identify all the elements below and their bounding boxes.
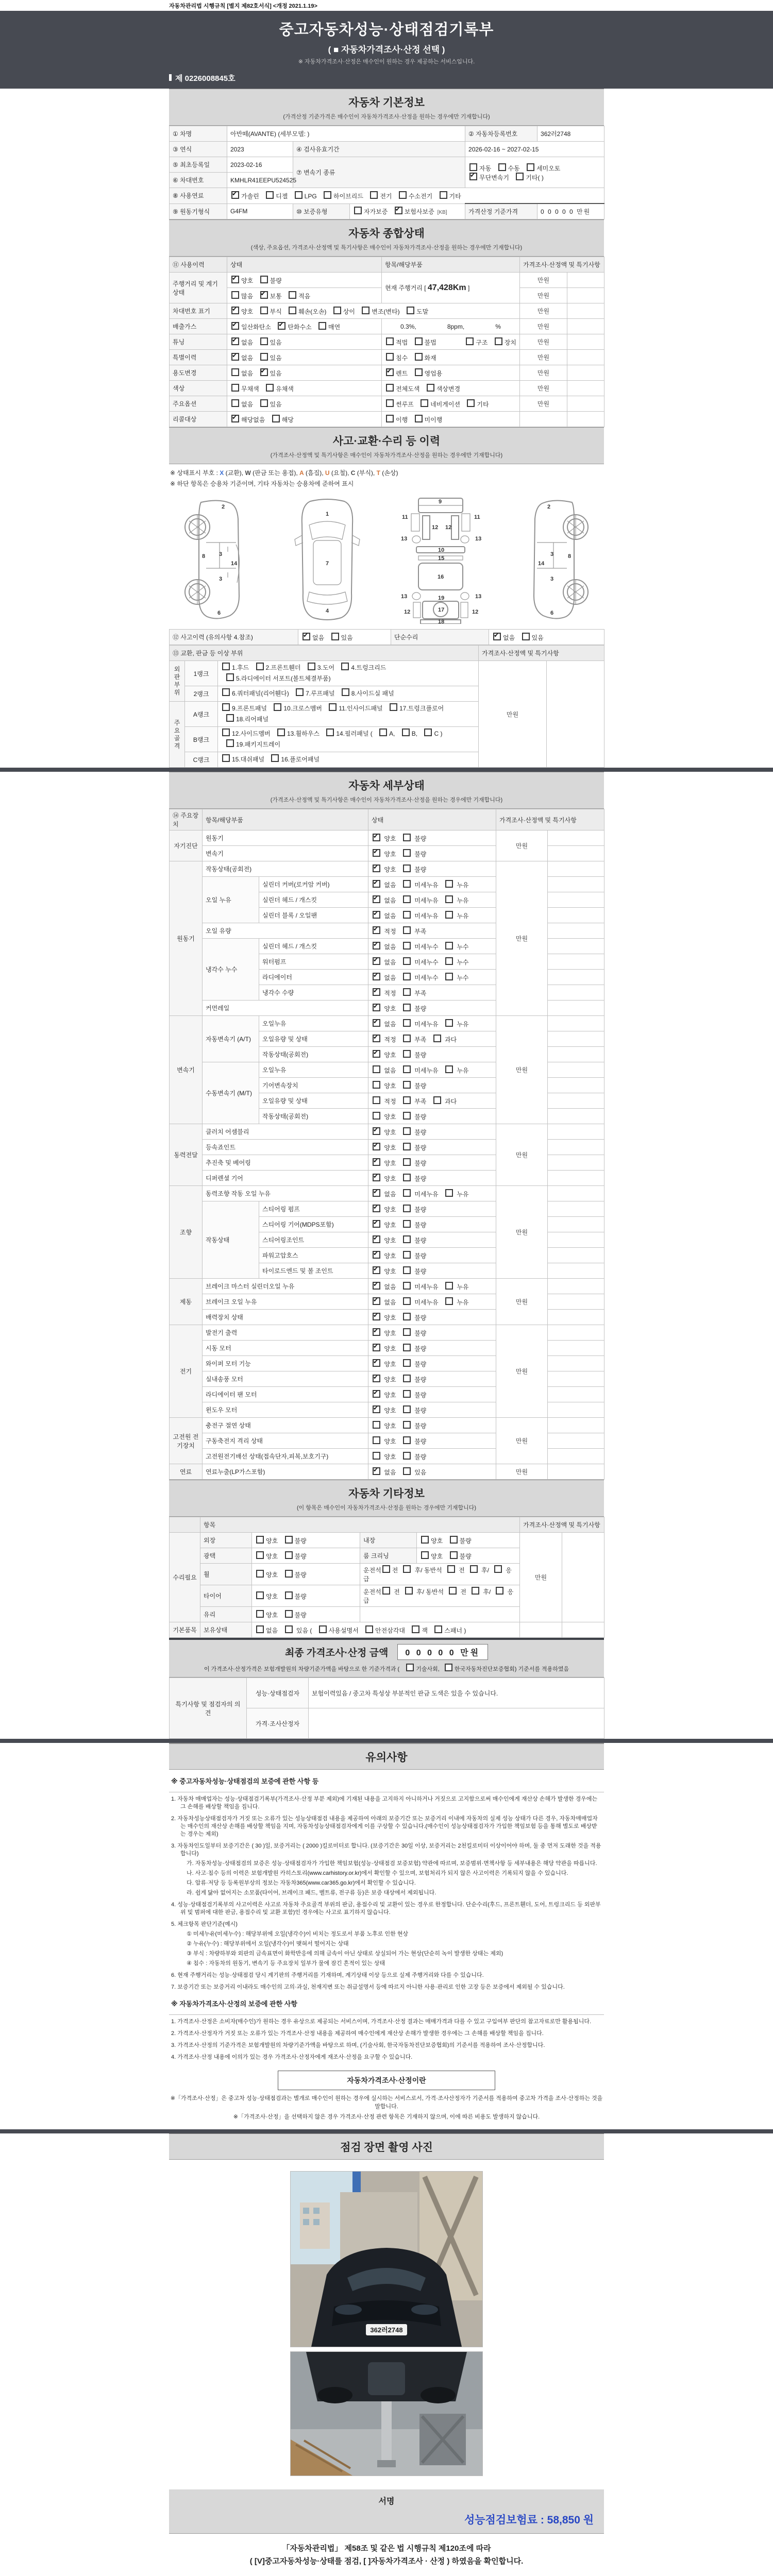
car-diagram-left-side [170,495,268,624]
vin-value: KMHLR41EEPU524525 [227,173,293,188]
notices-group1-title: ※ 중고자동차성능·상태점검의 보증에 관한 사항 등 [169,1770,604,1792]
inspection-photos [169,2160,604,2489]
svg-text:13: 13 [475,536,482,542]
table-row: 휠 양호 불량 운전석 전 후/ 동반석 전 후/ 응급 [170,1564,604,1585]
car-panel-diagrams [169,491,604,629]
table-row: 시동 모터 ✔ 양호 불량 [170,1341,604,1356]
simple-repair-checkboxes: ✔ 없음 있음 [489,630,604,645]
accident-title: 사고·교환·수리 등 이력 [332,435,441,447]
first-reg-value: 2023-02-16 [227,157,293,173]
inspector-comment: 보험이력있음 / 중고차 특성상 부분적인 판금 도색은 있을 수 있습니다. [309,1678,604,1708]
svg-text:6: 6 [550,610,554,616]
accident-subtitle: (가격조사·산정액 및 특기사항은 매수인이 자동차가격조사·산정을 원하는 경우에만 기재합니다) [270,452,503,459]
svg-text:13: 13 [401,594,408,600]
table-row: 변속기 자동변속기 (A/T) 오일누유 ✔ 없음 미세누유 누유 만원 [170,1016,604,1031]
notice-subitem: ③ 부식 : 차량하부와 외판의 금속표면이 화학반응에 의해 금속이 아닌 상태로 상실되어 가는 현상(단순히 녹이 발생한 상태는 제외) [187,1951,503,1957]
section-divider [0,768,773,772]
car-name-label: ① 차명 [170,126,227,142]
table-row [170,126,604,142]
simple-repair-label: 단순수리 [391,630,489,645]
svg-text:19: 19 [438,595,445,601]
basic-subtitle: (가격산정 기준가격은 매수인이 자동차가격조사·산정을 원하는 경우에만 기재합니다) [283,114,490,120]
svg-text:362러2748: 362러2748 [370,2326,403,2334]
table-row [170,188,604,204]
appraiser-comment [309,1708,604,1739]
warranty-provider: [KB] [437,210,447,216]
svg-text:12: 12 [472,609,479,615]
notices-group2-list [169,2015,604,2062]
section-other-info-title [169,1480,604,1517]
svg-text:2: 2 [222,504,225,510]
section-basic-info-title [169,89,604,126]
accident-history-label: ⑫ 사고이력 (유의사항 4.참조) [170,630,298,645]
year-label: ③ 연식 [170,142,227,157]
table-header-row [170,1517,604,1533]
svg-text:3: 3 [219,576,223,582]
table-row: 스티어링조인트 ✔ 양호 불량 [170,1232,604,1248]
fuel-checkboxes: ✔ 가솔린 디젤 LPG 하이브리드 전기 수소전기 기타 [227,188,604,204]
usage-history-header: ⑪ 사용이력 [170,257,227,273]
notice-item: 4. 가격조사·산정 내용에 이의가 있는 경우 가격조사·산정자에게 재조사·산정을 요구할 수 있습니다. [171,2054,413,2060]
law-reference-line: 자동차관리법 시행규칙 [별지 제82호서식] <개정 2021.1.19> [169,3,317,9]
reg-no-label: ② 자동차등록번호 [465,126,537,142]
state-mark-legend [169,464,604,491]
table-row: 배력장치 상태 ✔ 양호 불량 [170,1310,604,1325]
document-header [0,11,773,89]
table-row: 많음 ✔보통 적음 만원 [170,288,604,303]
notice-item: 3. 가격조사·산정의 기준가격은 보험개발원의 차량기준가액을 바탕으로 하며, (기술사회, 한국자동차진단보증협회)의 기준서를 적용하여 조사·산정합니다. [171,2042,545,2048]
table-row: 2랭크 6.쿼터패널(리어휀다) 7.루프패널 8.사이드실 패널 [170,686,604,702]
notices-title-band [169,1743,604,1770]
table-row: 실린더 헤드 / 개스킷 ✔ 없음 미세누유 누유 [170,892,604,908]
table-row: 전기 발전기 출력 ✔ 양호 불량 만원 [170,1325,604,1341]
svg-text:11: 11 [474,514,480,520]
table-row: 스티어링 기어(MDPS포함) ✔ 양호 불량 [170,1217,604,1232]
table-row: 튜닝 ✔ 없음 있음 적법 불법 구조 장치 만원 [170,334,604,350]
notice-subitem: 라. 쉽게 닳아 없어지는 소모품(타이어, 브레이크 패드, 벨트류, 전구류 등)은 보증 대상에서 제외됩니다. [187,1890,436,1896]
table-row: 원동기 작동상태(공회전) ✔ 양호 불량 만원 [170,861,604,877]
final-price-label: 최종 가격조사·산정 금액 [284,1648,389,1658]
first-reg-label: ⑤ 최초등록일 [170,157,227,173]
base-price-value: 0 0 0 0 0 만원 [537,204,604,219]
table-row: 기본품목 보유상태 없음 있음 ( 사용설명서 안전삼각대 잭 스패너 ) [170,1622,604,1638]
table-row: 용도변경 없음 ✔있음 ✔ 렌트 영업용 만원 [170,365,604,381]
table-row: 브레이크 오일 누유 ✔ 없음 미세누유 누유 [170,1294,604,1310]
car-diagram-top [278,495,376,624]
table-row: 기어변속장치 양호 불량 [170,1078,604,1093]
svg-text:6: 6 [217,610,221,616]
notice-item: 1. 자동차 매매업자는 성능·상태점검기록부(가격조사·산정 부분 제외)에 기재된 내용을 고지하지 아니하거나 거짓으로 고지함으로써 매수인에게 재산상 손해가 발생한 경우에는 그 손해를 배상할 책임을 집니다. [171,1796,598,1810]
vin-label: ⑥ 차대번호 [170,173,227,188]
table-row: 오일 누유 실린더 커버(로커암 커버) ✔ 없음 미세누유 누유 [170,877,604,892]
document-note: ※ 자동차가격조사·산정은 매수인이 원하는 경우 제공하는 서비스입니다. [298,59,475,65]
svg-text:8: 8 [568,553,572,560]
table-row: 자기진단 원동기 ✔ 양호 불량 만원 [170,831,604,846]
other-price-header: 가격조사·산정액 및 특기사항 [520,1517,604,1533]
svg-text:3: 3 [550,576,554,582]
final-price-band [169,1638,604,1677]
inspection-insurance-fee: 성능점검보험료 : 58,850 원 [464,2514,594,2526]
year-value: 2023 [227,142,293,157]
notice-subitem: 다. 압류·저당 등 등록원부상의 정보는 자동차365(www.car365.go.kr)에서 확인할 수 있습니다. [187,1880,416,1886]
table-row [170,1678,604,1708]
car-name-value: 아반떼(AVANTE) (세부모델: ) [227,126,465,142]
table-row: 유리 양호 불량 [170,1607,604,1622]
table-header-row [170,646,604,661]
definition-line: ※「가격조사·산정」은 중고차 성능·상태점검과는 별개로 매수인이 원하는 경우에 실시하는 서비스로서, 가격·조사산정자가 기준서를 적용하여 중고차 가격을 조사·산정하는 것을 말합니다. [170,2095,603,2110]
table-row: 수동변속기 (M/T) 오일누유 없음 미세누유 누유 [170,1062,604,1078]
table-row: 수리필요 외장 양호 불량 내장 양호 불량 만원 [170,1533,604,1548]
table-row: 등속죠인트 ✔ 양호 불량 [170,1140,604,1155]
confirmation-line-1: 「자동차관리법」 제58조 및 같은 법 시행규칙 제120조에 따라 [282,2544,491,2553]
table-row: 광택 양호 불량 룸 크리닝 양호 불량 [170,1548,604,1564]
table-row: 색상 무채색 유채색 전체도색 색상변경 만원 [170,381,604,396]
table-row: 배출가스 ✔ 일산화탄소 ✔탄화수소 매연 0.3%, 8ppm, % 만원 [170,319,604,334]
notice-item: 7. 보증기간 또는 보증거리 이내라도 매수인의 고의·과실, 천재지변 또는 취급설명서 등에 따르지 아니한 사용·관리로 인한 고장 등은 보증에서 제외될 수 있습니다. [171,1984,565,1990]
section-divider [0,1739,773,1743]
signature-band [169,2489,604,2534]
table-row: 연료 연료누출(LP가스포함) ✔ 없음 있음 만원 [170,1464,604,1480]
exchange-price-header: 가격조사·산정액 및 특기사항 [479,646,604,661]
svg-text:18: 18 [438,619,445,624]
notice-item: 2. 자동차성능상태점검자가 거짓 또는 오류가 있는 성능상태점검 내용을 제공하여 아래의 보증기간 또는 보증거리 이내에 자동차의 실제 성능 상태가 다른 경우, 자동차매매업자는 매수인의 재산상 손해를 배상할 책임을 지며, 자동차성능상태점검자에게 이를 구상할 수 있습니다.(매수인이 성능상태점검자가 가입한 책임보험 등을 통해 별도로 배상받는 경우는 제외) [171,1816,598,1837]
transmission-checkboxes: 자동 수동 세미오토 ✔무단변속기 기타( ) [465,157,604,188]
photo-section-title-band [169,2133,604,2160]
overall-state-table [169,257,604,427]
table-row: 작동상태(공회전) ✔ 양호 불량 [170,1047,604,1062]
table-row: 작동상태(공회전) 양호 불량 [170,1109,604,1124]
svg-text:3: 3 [219,551,223,557]
engine-type-value: G4FM [227,204,293,219]
exchange-panel-table [169,645,604,768]
other-col1-header [170,1517,200,1533]
table-row: 구동축전지 격리 상태 양호 불량 [170,1433,604,1449]
table-header-row [170,257,604,273]
table-row [170,157,604,173]
section-divider [0,2129,773,2133]
svg-text:15: 15 [438,555,445,562]
base-price-label: 가격산정 기준가격 [465,204,537,219]
notices-title: 유의사항 [365,1752,408,1764]
svg-text:13: 13 [401,536,408,542]
inspection-photo-underbody [290,2351,483,2476]
svg-text:3: 3 [550,551,554,557]
opinion-label: 특기사항 및 점검자의 의견 [170,1678,247,1739]
basic-info-table [169,126,604,219]
confirmation-line-2: ( [V]중고자동차성능·상태를 점검, [ ]자동차가격조사 · 산정 ) 하였음을 확인합니다. [249,2557,524,2566]
document-title: 중고자동차성능·상태점검기록부 [279,22,494,38]
table-row: 특별이력 ✔ 없음 있음 침수 화재 만원 [170,350,604,365]
table-row: 파워고압호스 ✔ 양호 불량 [170,1248,604,1263]
detail-title: 자동차 세부상태 [348,780,425,792]
table-row: 워터펌프 ✔ 없음 미세누수 누수 [170,954,604,970]
svg-text:8: 8 [202,553,206,560]
legend-note: ※ 하단 항목은 승용차 기준이며, 기타 자동차는 승용차에 준하여 표시 [170,480,354,487]
photo-section-title: 점검 장면 촬영 사진 [340,2142,433,2154]
notices-section [169,1743,604,2121]
svg-text:14: 14 [538,561,545,567]
document-subtitle: ( ■ 자동차가격조사·산정 선택 ) [328,45,445,55]
table-row: 차대번호 표기 ✔ 양호 부식 훼손(오손) 상이 변조(변타) 도말 만원 [170,303,604,319]
table-row: 오일유량 및 상태 ✔ 적정 부족 과다 [170,1031,604,1047]
table-row: 오일유량 및 상태 적정 부족 과다 [170,1093,604,1109]
table-row: 주요옵션 없음 있음 썬루프 네비게이션 기타 만원 [170,396,604,412]
state-header: 상태 [227,257,382,273]
svg-text:7: 7 [326,561,329,567]
notice-item: 5. 체크항목 판단기준(예시) [171,1921,238,1927]
warranty-label: ⑩ 보증유형 [293,204,350,219]
exchange-header: ⑬ 교환, 판금 등 이상 부위 [170,646,479,661]
notice-subitem: ① 미세누유(미세누수) : 해당부위에 오일(냉각수)이 비치는 정도로서 부품 노후로 인한 현상 [187,1931,409,1937]
overall-title: 자동차 종합상태 [348,228,425,240]
table-row: 디퍼렌셜 기어 ✔ 양호 불량 [170,1171,604,1186]
section-accident-title [169,427,604,464]
overall-subtitle: (색상, 주요옵션, 가격조사·산정액 및 특기사항은 매수인이 자동차가격조사·산정을 원하는 경우에만 기재합니다) [250,245,523,251]
notice-subitem: ④ 침수 : 자동차의 원동기, 변속기 등 주요장치 일부가 물에 잠긴 흔적이 있는 상태 [187,1960,385,1967]
table-row [170,630,604,645]
appraiser-role: 가격·조사산정자 [247,1708,309,1739]
notice-item: 6. 현재 주행거리는 성능·상태점검 당시 계기판의 주행거리를 기재하며, 계기상태 이상 등으로 실제 주행거리와 다를 수 있습니다. [171,1972,484,1978]
final-price-note: 이 가격조사·산정가격은 보험개발원의 차량기준가액을 바탕으로 한 기준가격과 ( 기술사회, 한국자동차진단보증협회) 기준서를 적용하였음 [169,1664,604,1673]
table-row [170,142,604,157]
other-item-header: 항목 [200,1517,520,1533]
table-row: 추진축 및 베어링 ✔ 양호 불량 [170,1155,604,1171]
detail-price-header: 가격조사·산정액 및 특기사항 [496,809,604,831]
transmission-label: ⑦ 변속기 종류 [293,157,465,188]
definition-line: ※「가격조사·산정」을 선택하지 않은 경우 가격조사·산정 관련 항목은 기재하지 않으며, 이에 따른 비용도 발생하지 않습니다. [233,2114,540,2120]
table-row: 동력전달 클러치 어셈블리 ✔ 양호 불량 만원 [170,1124,604,1140]
notice-item: 4. 성능·상태점검기록부의 사고이력은 사고로 자동차 주요골격 부위의 판금, 용접수리 및 교환이 있는 경우로 한정합니다. 단순수리(후드, 프론트휀더, 도어, 트렁크리드 등 외판부위 및 범퍼에 대한 판금, 용접수리 및 교환 포함)인 경우에는 사고로 표기하지 않습니다. [171,1902,601,1916]
notice-subitem: 가. 자동차성능·상태점검의 보증은 성능·상태점검자가 가입한 책임보험(성능·상태점검 보증보험) 약관에 따르며, 보증범위·면책사항 등 세부내용은 해당 약관을 따릅니다. [187,1860,597,1867]
accident-history-table [169,629,604,645]
table-row: 외판부위 1랭크 1.후드 2.프론트휀더 3.도어 4.트렁크리드 5.라디에이터 서포트(볼트체결부품) 만원 [170,661,604,686]
table-row: 고전원전기배선 상태(접속단자,피복,보호기구) 양호 불량 [170,1449,604,1464]
inspection-photo-front [290,2171,483,2347]
fuel-label: ⑧ 사용연료 [170,188,227,204]
inspector-opinion-table [169,1677,604,1739]
table-row: 오일 유량 ✔ 적정 부족 [170,923,604,939]
notice-item: 2. 가격조사·산정자가 거짓 또는 오류가 있는 가격조사·산정 내용을 제공하여 매수인에게 재산상 손해가 발생한 경우에는 그 손해를 배상할 책임을 집니다. [171,2030,544,2037]
other-title: 자동차 기타정보 [348,1488,425,1500]
price-note-header: 가격조사·산정액 및 특기사항 [520,257,604,273]
table-row: 윈도우 모터 ✔ 양호 불량 [170,1402,604,1418]
table-row [170,204,604,219]
accent-bar [169,74,172,81]
table-row: 라디에이터 팬 모터 ✔ 양호 불량 [170,1387,604,1402]
svg-text:17: 17 [438,607,445,613]
detail-state-header: 상태 [368,809,496,831]
table-row: 작동상태 스티어링 펌프 ✔ 양호 불량 [170,1201,604,1217]
other-info-table [169,1517,604,1638]
svg-text:2: 2 [547,504,551,510]
table-row: 고전원 전기장치 충전구 절연 상태 양호 불량 만원 [170,1418,604,1433]
table-row: 제동 브레이크 마스터 실린더오일 누유 ✔ 없음 미세누유 누유 만원 [170,1279,604,1294]
car-diagram-right-side [505,495,603,624]
svg-text:10: 10 [438,547,445,553]
basic-title: 자동차 기본정보 [348,97,425,109]
major-device-header: ⑭ 주요장치 [170,809,203,831]
section-detail-state-title [169,772,604,809]
table-row: B랭크 12.사이드멤버 13.휠하우스 14.필러패널 ( A, B, C ) 19.패키지트레이 [170,727,604,752]
engine-type-label: ⑨ 원동기형식 [170,204,227,219]
inspector-role: 성능·상태점검자 [247,1678,309,1708]
svg-text:16: 16 [438,574,444,580]
notice-subitem: ② 누유(누수) : 해당부위에서 오일(냉각수)이 맺혀서 떨어지는 상태 [187,1941,349,1947]
table-row: 타이로드엔드 및 볼 조인트 ✔ 양호 불량 [170,1263,604,1279]
section-overall-state-title [169,219,604,257]
table-row: 변속기 ✔ 양호 불량 [170,846,604,861]
table-row: 리콜대상 ✔ 해당없음 해당 이행 미이행 [170,412,604,427]
table-row: 주요골격 A랭크 9.프론트패널 10.크로스멤버 11.인사이드패널 17.트렁크플로어 18.리어패널 [170,702,604,727]
table-row: 실린더 블록 / 오일팬 ✔ 없음 미세누유 누유 [170,908,604,923]
table-row: 주행거리 및 계기상태 ✔양호 불량 현재 주행거리 [ 47,428Km ] 만원 [170,273,604,288]
accident-history-checkboxes: ✔ 없음 있음 [298,630,391,645]
table-row: 와이퍼 모터 기능 ✔ 양호 불량 [170,1356,604,1371]
svg-text:13: 13 [475,594,482,600]
table-row: C랭크 15.대쉬패널 16.플로어패널 [170,752,604,768]
svg-text:12: 12 [404,609,411,615]
svg-text:4: 4 [326,608,329,614]
final-price-value: 0 0 0 0 0 만원 [397,1644,488,1660]
notice-item: 3. 자동차인도일부터 보증기간은 ( 30 )일, 보증거리는 ( 2000 )킬로미터로 합니다. (보증기간은 30일 이상, 보증거리는 2천킬로미터 이상이어야 하며, 둘 중 먼저 도래한 것을 적용합니다) [171,1843,601,1857]
other-subtitle: (이 항목은 매수인이 자동차가격조사·산정을 원하는 경우에만 기재합니다) [296,1505,477,1511]
table-header-row [170,809,604,831]
svg-text:12: 12 [432,524,439,531]
confirmation-statement [169,2534,604,2576]
table-row: 실내송풍 모터 ✔ 양호 불량 [170,1371,604,1387]
valid-label: ④ 검사유효기간 [293,142,465,157]
svg-text:1: 1 [326,511,329,517]
svg-text:12: 12 [445,524,452,531]
price-appraisal-definition-box: 자동차가격조사·산정이란 [278,2071,495,2090]
notice-item: 1. 가격조사·산정은 소비자(매수인)가 원하는 경우 유상으로 제공되는 서비스이며, 가격조사·산정 결과는 매매가격과 다를 수 있고 구입여부 판단의 참고자료로만 활용됩니다. [171,2019,592,2025]
detail-subtitle: (가격조사·산정액 및 특기사항은 매수인이 자동차가격조사·산정을 원하는 경우에만 기재합니다) [270,797,503,803]
svg-text:14: 14 [231,561,238,567]
table-row: 냉각수 수량 ✔ 적정 부족 [170,985,604,1001]
reg-no-value: 362러2748 [537,126,604,142]
car-diagram-bottom [386,495,495,624]
warranty-checkboxes: 자가보증 ✔보험사보증 [KB] [350,204,465,219]
notices-group1-list [169,1792,604,1992]
item-part-header: 항목/해당부품 [382,257,520,273]
valid-value: 2026-02-16 ~ 2027-02-15 [465,142,604,157]
detail-item-header: 항목/해당부품 [203,809,368,831]
table-row: 타이어 양호 불량 운전석 전 후/ 동반석 전 후/ 응급 [170,1585,604,1607]
svg-text:9: 9 [439,499,442,505]
table-row: 라디에이터 ✔ 없음 미세누수 누수 [170,970,604,985]
document-number: 제 0226008845호 [169,67,604,89]
notices-group2-title: ※ 자동차가격조사·산정의 보증에 관한 사항 [169,1992,604,2015]
svg-text:11: 11 [402,514,408,520]
legend-codes: ※ 상태표시 부호 : X (교환), W (판금 또는 용접), A (흠집), U (요철), C (부식), T (손상) [170,469,398,477]
signature-title: 서명 [378,2497,395,2506]
detail-state-table [169,809,604,1480]
table-row: 커먼레일 ✔ 양호 불량 [170,1001,604,1016]
notice-subitem: 나. 사고·침수 등의 이력은 보험개발원 카히스토리(www.carhistory.or.kr)에서 확인할 수 있으며, 보험처리가 되지 않은 사고이력은 기록되지 않을 수 있습니다. [187,1870,568,1876]
table-row: 냉각수 누수 실린더 헤드 / 개스킷 ✔ 없음 미세누수 누수 [170,939,604,954]
table-row: 조향 동력조향 작동 오일 누유 ✔ 없음 미세누유 누유 만원 [170,1186,604,1201]
